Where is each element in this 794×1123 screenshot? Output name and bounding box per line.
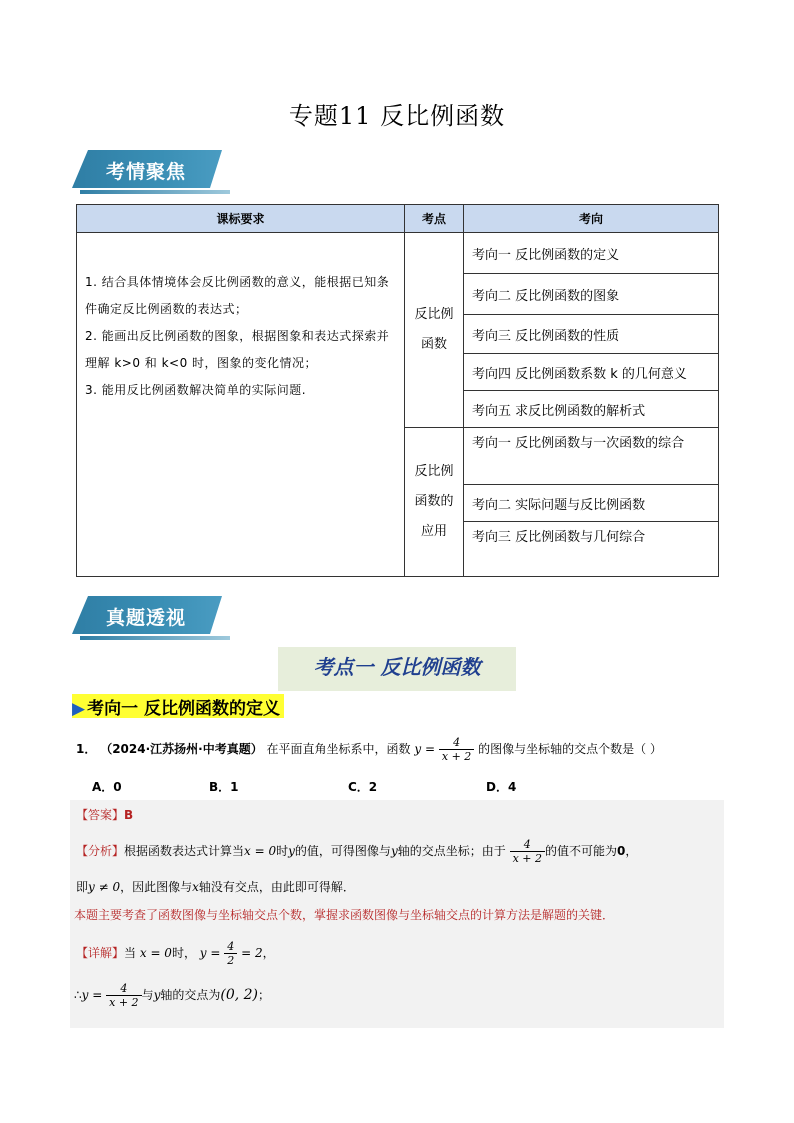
exam-point-heading: 考点一 反比例函数 <box>278 647 516 691</box>
direction-item: 考向五 求反比例函数的解析式 <box>464 391 719 428</box>
analysis-fraction <box>510 838 545 865</box>
analysis-line-1 <box>76 838 637 865</box>
section-banner-exam-focus <box>72 150 228 196</box>
option-a[interactable]: A．0 <box>92 780 122 794</box>
fraction-denominator: 2 <box>227 954 235 967</box>
answer-label: 【答案】 <box>76 808 125 822</box>
math-inline: x <box>192 880 199 894</box>
function-lhs: y = <box>414 742 436 756</box>
direction-item: 考向三 反比例函数与几何综合 <box>464 522 719 577</box>
function-fraction <box>439 736 474 763</box>
detail-label: 【详解】 <box>76 946 125 960</box>
question-source: （2024·江苏扬州·中考真题） <box>100 742 263 756</box>
detail-text: ， <box>262 946 275 960</box>
detail-line-1 <box>76 940 275 967</box>
summary-line: 本题主要考查了函数图像与坐标轴交点个数，掌握求函数图像与坐标轴交点的计算方法是解题的关键． <box>74 908 615 922</box>
math-inline: x = 0 <box>139 946 172 960</box>
math-inline: = 2 <box>241 946 263 960</box>
fraction-numerator: 4 <box>510 838 545 852</box>
analysis-text: 根据函数表达式计算当 <box>124 844 245 858</box>
fraction-numerator: 4 <box>224 940 237 954</box>
question-number: 1． <box>76 742 97 756</box>
detail-text: 与 <box>141 988 154 1002</box>
requirement-item: 2. 能画出反比例函数的图象，根据图象和表达式探索并理解 k>0 和 k<0 时，图象的变化情况； <box>85 329 390 370</box>
detail-text: 当 <box>124 946 137 960</box>
banner-underline <box>80 636 230 640</box>
math-inline: y ≠ 0 <box>88 880 121 894</box>
curriculum-table <box>76 204 719 577</box>
question-text: 在平面直角坐标系中，函数 <box>266 742 411 756</box>
answer-line <box>76 806 133 823</box>
header-requirements: 课标要求 <box>77 205 405 233</box>
banner-label: 考情聚焦 <box>106 161 187 183</box>
fraction-denominator: x + 2 <box>512 852 542 865</box>
detail-fraction <box>106 982 141 1009</box>
requirement-item: 1. 结合具体情境体会反比例函数的意义，能根据已知条件确定反比例函数的表达式； <box>85 275 390 316</box>
answer-panel <box>70 800 724 1028</box>
detail-text: 轴的交点为 <box>160 988 221 1002</box>
direction-label: 考向一 反比例函数的定义 <box>87 699 280 719</box>
option-c[interactable]: C．2 <box>348 780 378 794</box>
table-header-row <box>77 205 719 233</box>
direction-item: 考向四 反比例函数系数 k 的几何意义 <box>464 354 719 391</box>
analysis-text: 的值，可得图像与 <box>294 844 391 858</box>
fraction-denominator: x + 2 <box>109 996 139 1009</box>
math-inline: (0, 2) <box>220 987 258 1003</box>
direction-item: 考向二 反比例函数的图象 <box>464 274 719 315</box>
point-cell-1 <box>405 233 464 428</box>
page-title: 专题11 反比例函数 <box>288 102 506 130</box>
requirements-cell <box>77 233 405 577</box>
point-label: 反比例函数 <box>414 307 454 352</box>
math-inline: y <box>390 844 398 858</box>
banner-underline <box>80 190 230 194</box>
option-d[interactable]: D．4 <box>486 780 517 794</box>
direction-heading <box>72 694 284 718</box>
analysis-text: 时 <box>276 844 289 858</box>
detail-text: ； <box>258 988 271 1002</box>
therefore-symbol: ∴ <box>74 988 82 1002</box>
analysis-line-2 <box>76 878 355 895</box>
analysis-text: 的值不可能为 <box>544 844 617 858</box>
fraction-numerator: 4 <box>106 982 141 996</box>
play-triangle-icon: ▶ <box>72 699 86 719</box>
math-inline: y = <box>199 946 221 960</box>
option-b[interactable]: B．1 <box>209 780 239 794</box>
point-label: 反比例函数的应用 <box>414 464 454 539</box>
answer-value: B <box>124 808 134 822</box>
section-banner-real-questions <box>72 596 228 642</box>
detail-text: 时， <box>171 946 196 960</box>
analysis-label: 【分析】 <box>76 844 125 858</box>
direction-item: 考向二 实际问题与反比例函数 <box>464 485 719 522</box>
banner-label: 真题透视 <box>106 607 187 629</box>
math-inline: y <box>153 988 161 1002</box>
math-inline: y <box>288 844 295 858</box>
detail-line-2 <box>74 982 270 1009</box>
fraction-denominator: x + 2 <box>441 750 472 763</box>
question-1 <box>76 736 726 763</box>
fraction-numerator: 4 <box>439 736 474 750</box>
header-direction: 考向 <box>464 205 719 233</box>
analysis-text: 轴没有交点，由此即可得解． <box>198 880 355 894</box>
detail-fraction <box>224 940 237 967</box>
direction-item: 考向三 反比例函数的性质 <box>464 315 719 354</box>
analysis-text: ，因此图像与 <box>120 880 193 894</box>
table-row <box>77 233 719 274</box>
direction-item: 考向一 反比例函数的定义 <box>464 233 719 274</box>
point-cell-2 <box>405 428 464 577</box>
analysis-zero: 0 <box>617 844 626 858</box>
math-inline: y = <box>81 988 103 1002</box>
requirement-item: 3. 能用反比例函数解决简单的实际问题. <box>85 383 307 397</box>
direction-item: 考向一 反比例函数与一次函数的综合 <box>464 428 719 485</box>
question-text: 的图像与坐标轴的交点个数是（ ） <box>478 742 662 756</box>
math-inline: x = 0 <box>244 844 277 858</box>
analysis-text: 轴的交点坐标；由于 <box>397 844 506 858</box>
analysis-text: 即 <box>76 880 89 894</box>
analysis-text: ， <box>625 844 638 858</box>
header-point: 考点 <box>405 205 464 233</box>
